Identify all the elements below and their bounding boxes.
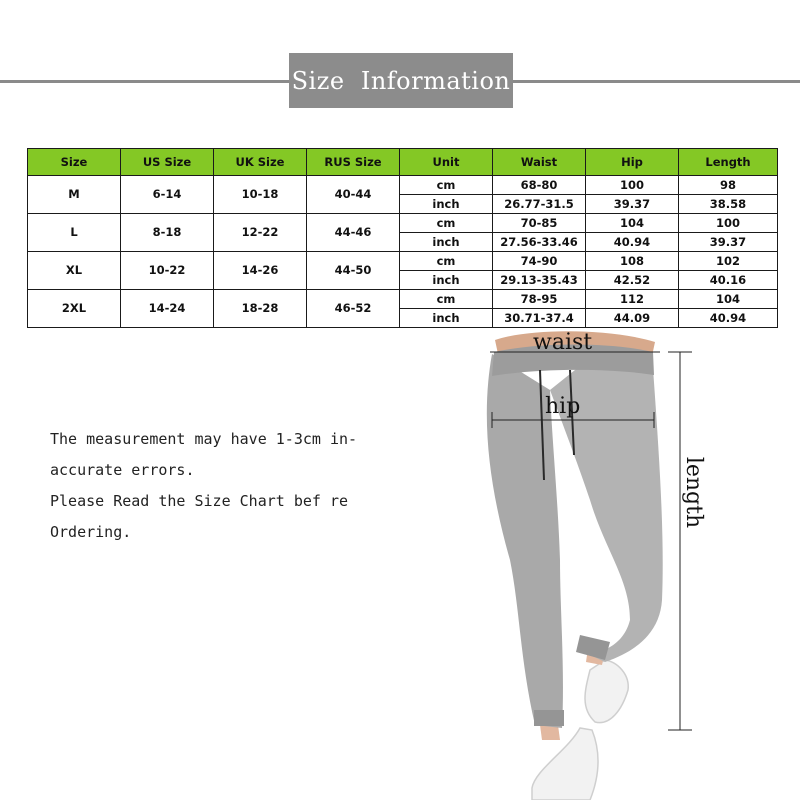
hip-cell: 39.37 — [586, 195, 679, 214]
column-header: Unit — [400, 149, 493, 176]
us-size-cell: 10-22 — [121, 252, 214, 290]
unit-cell: cm — [400, 214, 493, 233]
us-size-cell: 8-18 — [121, 214, 214, 252]
pants-illustration — [440, 330, 800, 800]
uk-size-cell: 18-28 — [214, 290, 307, 328]
note-line: accurate errors. — [50, 461, 195, 479]
note-line: The measurement may have 1-3cm in- — [50, 430, 358, 448]
uk-size-cell: 10-18 — [214, 176, 307, 214]
hip-cell: 44.09 — [586, 309, 679, 328]
note-line: Please Read the Size Chart bef re — [50, 492, 349, 510]
length-cell: 40.94 — [679, 309, 778, 328]
hip-cell: 100 — [586, 176, 679, 195]
left-cuff — [534, 710, 564, 726]
length-cell: 98 — [679, 176, 778, 195]
unit-cell: inch — [400, 271, 493, 290]
table-row — [28, 176, 778, 195]
hip-cell: 40.94 — [586, 233, 679, 252]
table-row — [28, 214, 778, 233]
rus-size-cell: 44-50 — [307, 252, 400, 290]
length-cell: 104 — [679, 290, 778, 309]
hip-cell: 112 — [586, 290, 679, 309]
uk-size-cell: 12-22 — [214, 214, 307, 252]
unit-cell: cm — [400, 252, 493, 271]
hip-cell: 104 — [586, 214, 679, 233]
column-header: UK Size — [214, 149, 307, 176]
waist-cell: 78-95 — [493, 290, 586, 309]
waist-cell: 70-85 — [493, 214, 586, 233]
length-cell: 40.16 — [679, 271, 778, 290]
table-header-row — [28, 149, 778, 176]
size-chart-table — [27, 148, 778, 328]
size-cell: M — [28, 176, 121, 214]
unit-cell: inch — [400, 309, 493, 328]
length-label: length — [681, 456, 707, 529]
waist-cell: 30.71-37.4 — [493, 309, 586, 328]
waist-cell: 74-90 — [493, 252, 586, 271]
us-size-cell: 6-14 — [121, 176, 214, 214]
measurement-note — [50, 424, 390, 548]
waist-cell: 27.56-33.46 — [493, 233, 586, 252]
waist-label: waist — [533, 330, 593, 355]
length-cell: 102 — [679, 252, 778, 271]
rus-size-cell: 44-46 — [307, 214, 400, 252]
size-cell: L — [28, 214, 121, 252]
unit-cell: cm — [400, 290, 493, 309]
hip-cell: 42.52 — [586, 271, 679, 290]
unit-cell: inch — [400, 195, 493, 214]
hip-label: hip — [545, 394, 581, 419]
column-header: Size — [28, 149, 121, 176]
column-header: Hip — [586, 149, 679, 176]
page-title: Size Information — [289, 53, 513, 108]
length-cell: 100 — [679, 214, 778, 233]
column-header: Length — [679, 149, 778, 176]
rus-size-cell: 46-52 — [307, 290, 400, 328]
column-header: US Size — [121, 149, 214, 176]
unit-cell: cm — [400, 176, 493, 195]
waist-cell: 29.13-35.43 — [493, 271, 586, 290]
length-cell: 39.37 — [679, 233, 778, 252]
note-line: Ordering. — [50, 523, 132, 541]
table-row — [28, 290, 778, 309]
table-row — [28, 252, 778, 271]
right-cuff — [576, 635, 610, 660]
column-header: RUS Size — [307, 149, 400, 176]
hip-cell: 108 — [586, 252, 679, 271]
rus-size-cell: 40-44 — [307, 176, 400, 214]
size-cell: 2XL — [28, 290, 121, 328]
pants-measurement-figure — [440, 330, 800, 800]
right-shoe — [585, 660, 628, 723]
size-cell: XL — [28, 252, 121, 290]
length-cell: 38.58 — [679, 195, 778, 214]
uk-size-cell: 14-26 — [214, 252, 307, 290]
unit-cell: inch — [400, 233, 493, 252]
column-header: Waist — [493, 149, 586, 176]
waist-cell: 68-80 — [493, 176, 586, 195]
waist-cell: 26.77-31.5 — [493, 195, 586, 214]
us-size-cell: 14-24 — [121, 290, 214, 328]
